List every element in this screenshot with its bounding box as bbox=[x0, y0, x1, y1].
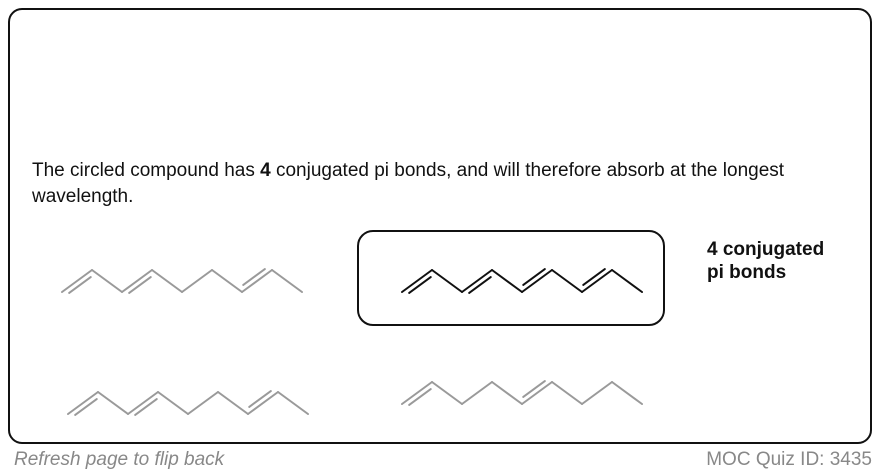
molecule-top-left bbox=[58, 258, 308, 304]
molecule-bottom-left bbox=[64, 380, 314, 426]
answer-annotation bbox=[707, 238, 877, 284]
bond-1 bbox=[68, 392, 98, 414]
bond-5 bbox=[188, 392, 218, 414]
annotation-line-1: 4 conjugated bbox=[707, 239, 825, 260]
bond-6 bbox=[212, 270, 242, 292]
bond-7 bbox=[582, 382, 612, 404]
bond-8 bbox=[272, 270, 302, 292]
bond-6 bbox=[218, 392, 248, 414]
answer-circle bbox=[357, 230, 665, 326]
bond-4 bbox=[492, 382, 522, 404]
bond-5 bbox=[182, 270, 212, 292]
bond-2 bbox=[432, 382, 462, 404]
bond-5 bbox=[522, 382, 552, 404]
bond-8 bbox=[612, 382, 642, 404]
bond-3 bbox=[122, 270, 152, 292]
conjugated-count: 4 bbox=[260, 160, 271, 181]
bond-7 bbox=[248, 392, 278, 414]
bond-8 bbox=[278, 392, 308, 414]
bond-4 bbox=[152, 270, 182, 292]
bond-2 bbox=[92, 270, 122, 292]
bond-6 bbox=[552, 382, 582, 404]
refresh-hint: Refresh page to flip back bbox=[14, 449, 225, 470]
annotation-line-2: pi bonds bbox=[707, 262, 787, 283]
bond-4 bbox=[158, 392, 188, 414]
bond-1 bbox=[62, 270, 92, 292]
bond-7 bbox=[242, 270, 272, 292]
bond-3 bbox=[128, 392, 158, 414]
molecule-bottom-right bbox=[398, 370, 648, 416]
explanation-text: The circled compound has 4 conjugated pi bonds, and will therefore absorb at the longest wavelength. bbox=[32, 160, 785, 207]
quiz-id: MOC Quiz ID: 3435 bbox=[706, 449, 872, 470]
bond-2 bbox=[98, 392, 128, 414]
bond-3 bbox=[462, 382, 492, 404]
bond-1 bbox=[402, 382, 432, 404]
